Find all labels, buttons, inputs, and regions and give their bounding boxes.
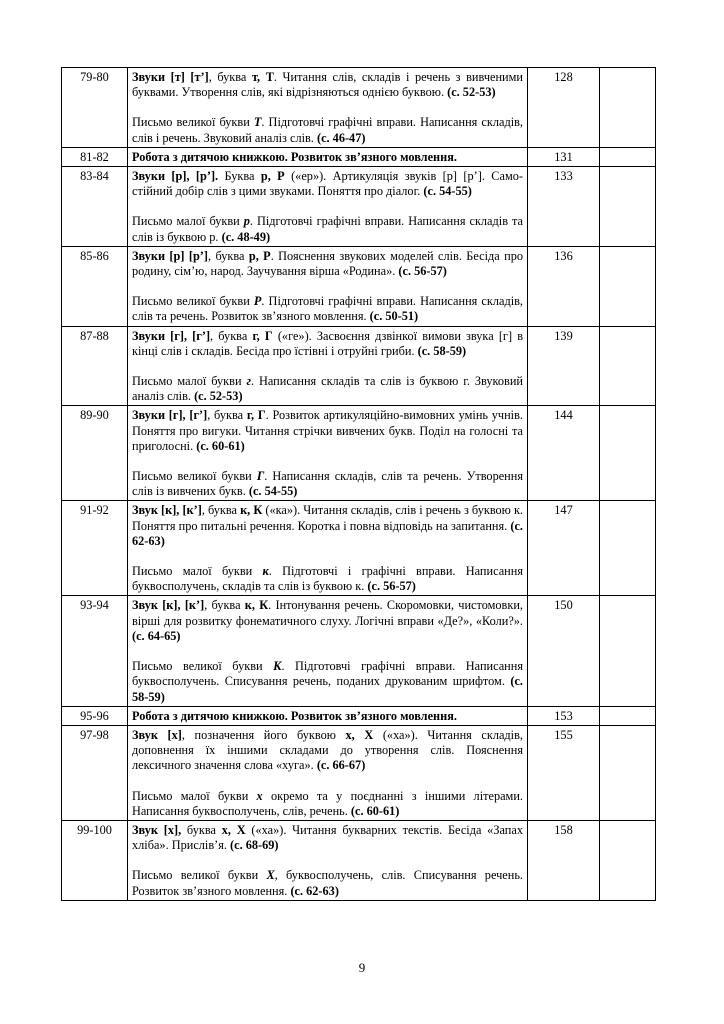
notes-cell xyxy=(600,820,656,900)
lesson-number: 95-96 xyxy=(62,706,128,725)
notes-cell xyxy=(600,68,656,148)
lesson-topic: Звуки [г], [г’], буква г, Г. Розвиток артикуляційно-вимовних умінь учнів. Поняття про вигуки. Читання стрічки вивчених букв. Поділ на голосні та приголосні. (с. 60-61) Письмо великої букви Г. Написання складів, слів та речень. Утворення слів із вивчених букв. (с. 54-55) xyxy=(128,406,528,501)
lesson-number: 93-94 xyxy=(62,596,128,706)
lesson-topic: Звуки [г], [г’], буква г, Г («ге»). Засвоєння дзвінкої вимови звука [г] в кінці слів і складів. Бесіда про їстівні і отруйні гриби. (с. 58-59) Письмо малої букви г. Написання складів та слів із буквою г. Звуковий аналіз слів. (с. 52-53) xyxy=(128,326,528,406)
lesson-number: 87-88 xyxy=(62,326,128,406)
notes-cell xyxy=(600,326,656,406)
page-reference: 153 xyxy=(528,706,600,725)
table-row xyxy=(62,725,656,820)
table-row xyxy=(62,326,656,406)
notes-cell xyxy=(600,501,656,596)
lesson-number: 83-84 xyxy=(62,167,128,247)
lesson-number: 97-98 xyxy=(62,725,128,820)
page-number: 9 xyxy=(358,960,366,975)
page-reference: 133 xyxy=(528,167,600,247)
lesson-number: 81-82 xyxy=(62,147,128,166)
page-reference: 155 xyxy=(528,725,600,820)
table-row xyxy=(62,406,656,501)
lesson-topic: Звук [к], [к’], буква к, К. Інтонування речень. Скоромовки, чистомовки, вірші для розвитку фонематичного слуху. Логічні вправи «Де?», «Коли?». (с. 64-65) Письмо великої букви К. Підготовчі графічні вправи. Написання буквосполучень. Списування речень, поданих друкованим шрифтом. (с. 58-59) xyxy=(128,596,528,706)
page-reference: 147 xyxy=(528,501,600,596)
lesson-plan-table xyxy=(61,67,656,901)
lesson-topic: Робота з дитячою книжкою. Розвиток зв’язного мовлення. xyxy=(128,706,528,725)
lesson-number: 99-100 xyxy=(62,820,128,900)
page-reference: 144 xyxy=(528,406,600,501)
lesson-topic: Звук [к], [к’], буква к, К («ка»). Читання складів, слів і речень з буквою к. Поняття про питальні речення. Коротка і повна відповідь на запитання. (с. 62-63) Письмо малої букви к. Підготовчі і графічні вправи. Написання буквосполучень, складів та слів із буквою к. (с. 56-57) xyxy=(128,501,528,596)
lesson-topic: Звук [х], позначення його буквою х, Х («ха»). Читання складів, доповнення їх іншими складами до утворення слів. Пояснення лексичного значення слова «хуга». (с. 66-67) Письмо малої букви х окремо та у поєднанні з іншими літерами. Написання буквосполучень, слів, речень. (с. 60-61) xyxy=(128,725,528,820)
table-row xyxy=(62,167,656,247)
lesson-number: 79-80 xyxy=(62,68,128,148)
table-row xyxy=(62,246,656,326)
table-row xyxy=(62,820,656,900)
lesson-topic: Звуки [р], [р’]. Буква р, Р («ер»). Артикуляція звуків [р] [р’]. Самостійний добір слів з цими звуками. Поняття про діалог. (с. 54-55) Письмо малої букви р. Підготовчі графічні вправи. Написання складів та слів із буквою р. (с. 48-49) xyxy=(128,167,528,247)
lesson-number: 85-86 xyxy=(62,246,128,326)
page-reference: 158 xyxy=(528,820,600,900)
lesson-topic: Звук [х], буква х, Х («ха»). Читання букварних текстів. Бесіда «Запах хліба». Прислів’я. (с. 68-69) Письмо великої букви Х, буквосполучень, слів. Списування речень. Розвиток зв’язного мовлення. (с. 62-63) xyxy=(128,820,528,900)
lesson-topic: Звуки [т] [т’], буква т, Т. Читання слів, складів і речень з вивченими буквами. Утворення слів, які відрізняються однією буквою. (с. 52-53) Письмо великої букви Т. Підготовчі графічні вправи. Написання складів, слів і речень. Звуковий аналіз слів. (с. 46-47) xyxy=(128,68,528,148)
table-row xyxy=(62,596,656,706)
page-reference: 150 xyxy=(528,596,600,706)
page-reference: 128 xyxy=(528,68,600,148)
lesson-topic: Звуки [р] [р’], буква р, Р. Пояснення звукових моделей слів. Бесіда про родину, сім’ю, народ. Заучування вірша «Родина». (с. 56-57) Письмо великої букви Р. Підготовчі графічні вправи. Написання складів, слів та речень. Розвиток зв’язного мовлення. (с. 50-51) xyxy=(128,246,528,326)
page-reference: 131 xyxy=(528,147,600,166)
notes-cell xyxy=(600,147,656,166)
notes-cell xyxy=(600,167,656,247)
table-row xyxy=(62,706,656,725)
notes-cell xyxy=(600,596,656,706)
lesson-number: 89-90 xyxy=(62,406,128,501)
table-row xyxy=(62,147,656,166)
page-reference: 136 xyxy=(528,246,600,326)
lesson-number: 91-92 xyxy=(62,501,128,596)
table-row xyxy=(62,68,656,148)
notes-cell xyxy=(600,725,656,820)
notes-cell xyxy=(600,246,656,326)
page-reference: 139 xyxy=(528,326,600,406)
table-row xyxy=(62,501,656,596)
notes-cell xyxy=(600,406,656,501)
lesson-topic: Робота з дитячою книжкою. Розвиток зв’язного мовлення. xyxy=(128,147,528,166)
notes-cell xyxy=(600,706,656,725)
